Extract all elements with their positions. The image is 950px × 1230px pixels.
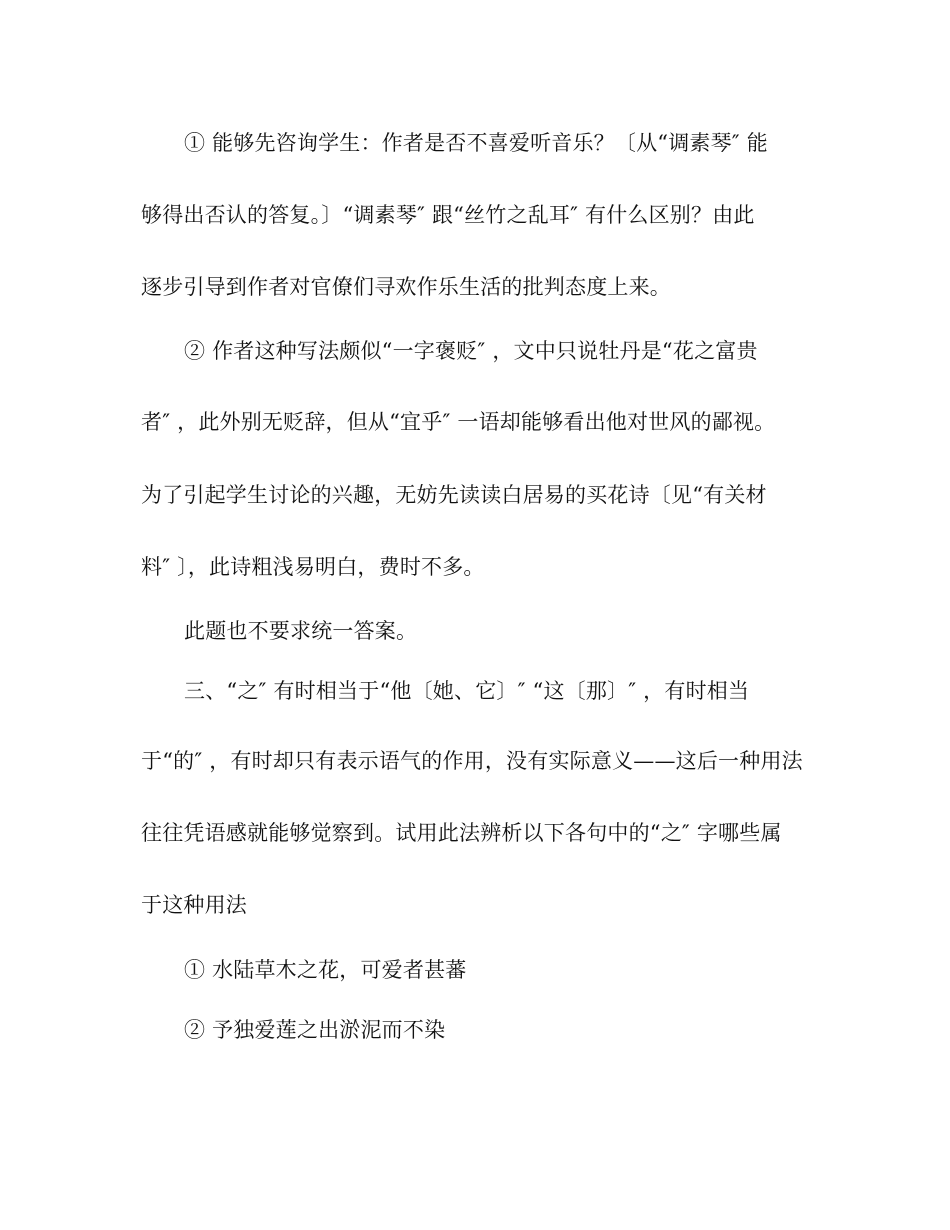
list-item-1: ① 水陆草木之花，可爱者甚蕃 [184, 958, 467, 982]
text-line-12: 于这种用法 [141, 893, 247, 917]
text-line-2: 够得出否认的答复。〕“调素琴″ 跟“丝竹之乱耳″ 有什么区别？由此 [141, 203, 755, 227]
text-line-7: 料″ 〕，此诗粗浅易明白，费时不多。 [141, 555, 485, 579]
text-line-3: 逐步引导到作者对官僚们寻欢作乐生活的批判态度上来。 [141, 275, 671, 299]
text-line-1: ① 能够先咨询学生：作者是否不喜爱听音乐？〔从“调素琴″ 能 [184, 131, 768, 155]
text-line-9: 三、“之″ 有时相当于“他〔她、它〕″ “这〔那〕″ ，有时相当 [184, 679, 750, 703]
list-item-2: ② 予独爱莲之出淤泥而不染 [184, 1018, 446, 1042]
text-line-11: 往往凭语感就能够觉察到。试用此法辨析以下各句中的“之″ 字哪些属 [141, 821, 782, 845]
text-line-6: 为了引起学生讨论的兴趣，无妨先读读白居易的买花诗〔见“有关材 [141, 483, 767, 507]
text-line-5: 者″ ，此外别无贬辞，但从“宜乎″ 一语却能够看出他对世风的鄙视。 [141, 410, 776, 434]
text-line-4: ② 作者这种写法颇似“一字褒贬″ ，文中只说牡丹是“花之富贵 [184, 339, 758, 363]
text-line-10: 于“的″ ，有时却只有表示语气的作用，没有实际意义——这后一种用法 [141, 749, 803, 773]
text-line-8: 此题也不要求统一答案。 [184, 619, 418, 643]
